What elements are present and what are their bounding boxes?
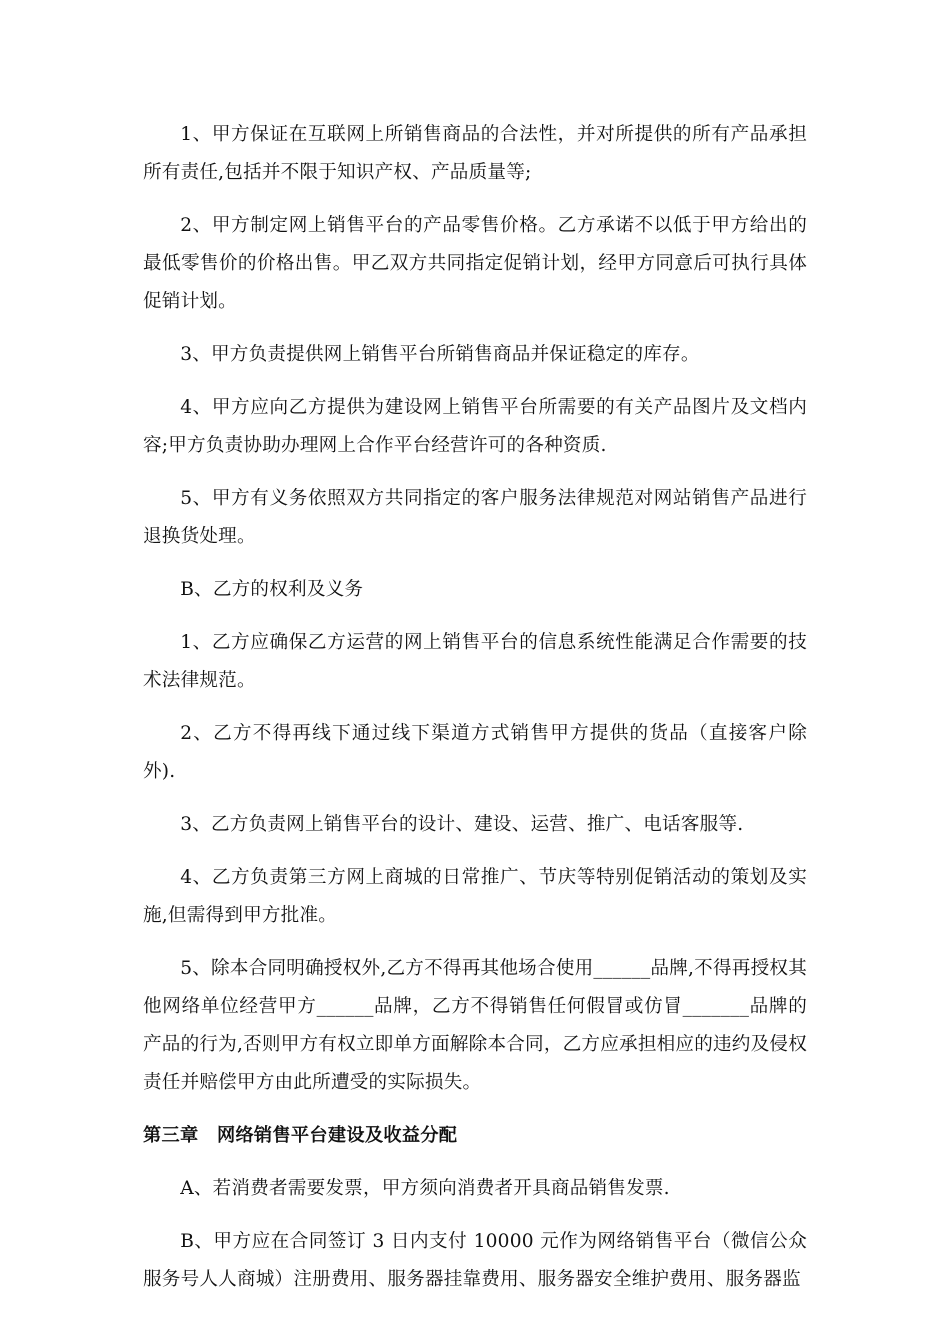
party-a-clause-1: 1、甲方保证在互联网上所销售商品的合法性，并对所提供的所有产品承担所有责任,包括并不限于知识产权、产品质量等; [143,124,807,183]
chapter-3-clause-b: B、甲方应在合同签订 3 日内支付 10000 元作为网络销售平台（微信公众服务号人人商城）注册费用、服务器挂靠费用、服务器安全维护费用、服务器监 [143,1231,807,1290]
party-b-clause-3: 3、乙方负责网上销售平台的设计、建设、运营、推广、电话客服等. [180,814,744,835]
chapter-3-heading: 第三章 网络销售平台建设及收益分配 [143,1125,458,1146]
party-a-clause-5: 5、甲方有义务依照双方共同指定的客户服务法律规范对网站销售产品进行退换货处理。 [143,488,807,547]
party-b-clause-5: 5、除本合同明确授权外,乙方不得再其他场合使用______品牌,不得再授权其他网络单位经营甲方______品牌，乙方不得销售任何假冒或仿冒_______品牌的产品的行为,否则甲方有权立即单方面解除本合同，乙方应承担相应的违约及侵权责任并赔偿甲方由此所遭受的实际损失。 [143,958,807,1093]
document-body [143,116,807,1314]
party-a-clause-4: 4、甲方应向乙方提供为建设网上销售平台所需要的有关产品图片及文档内容;甲方负责协助办理网上合作平台经营许可的各种资质. [143,397,807,456]
party-b-clause-4: 4、乙方负责第三方网上商城的日常推广、节庆等特别促销活动的策划及实施,但需得到甲方批准。 [143,867,807,926]
party-b-clause-2: 2、乙方不得再线下通过线下渠道方式销售甲方提供的货品（直接客户除外). [143,723,807,782]
party-a-clause-3: 3、甲方负责提供网上销售平台所销售商品并保证稳定的库存。 [180,344,700,365]
section-b-title: B、乙方的权利及义务 [180,579,364,600]
chapter-3-clause-a: A、若消费者需要发票，甲方须向消费者开具商品销售发票. [180,1178,670,1199]
party-b-clause-1: 1、乙方应确保乙方运营的网上销售平台的信息系统性能满足合作需要的技术法律规范。 [143,632,807,691]
party-a-clause-2: 2、甲方制定网上销售平台的产品零售价格。乙方承诺不以低于甲方给出的最低零售价的价格出售。甲乙双方共同指定促销计划，经甲方同意后可执行具体促销计划。 [143,215,807,312]
